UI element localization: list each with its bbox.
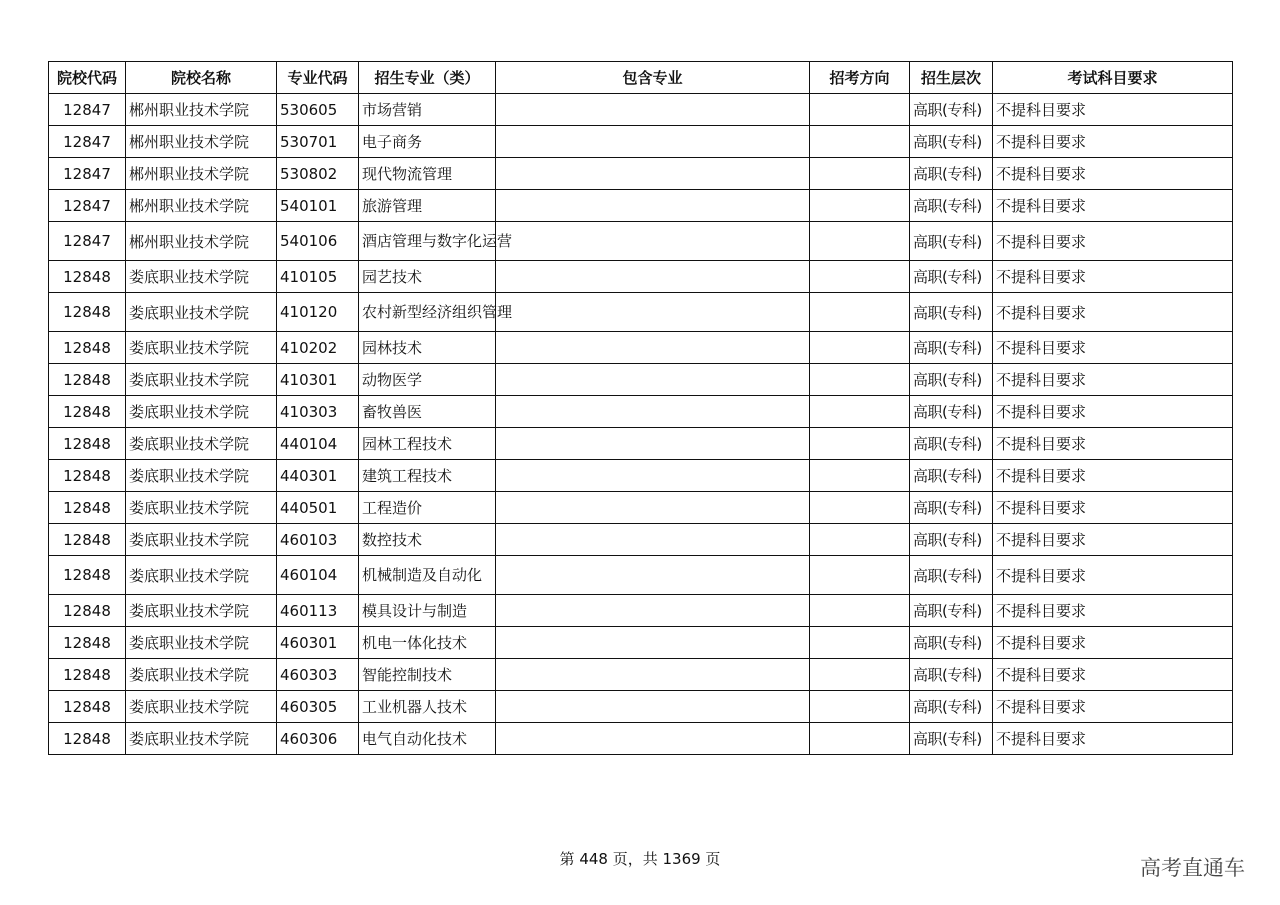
- major-code-cell: 530802: [277, 158, 359, 190]
- school-name-cell: 娄底职业技术学院: [126, 396, 277, 428]
- direction-cell: [810, 396, 910, 428]
- school-name-cell: 娄底职业技术学院: [126, 428, 277, 460]
- direction-cell: [810, 293, 910, 332]
- direction-cell: [810, 126, 910, 158]
- school-name-cell: 郴州职业技术学院: [126, 158, 277, 190]
- major-code-cell: 410202: [277, 332, 359, 364]
- direction-cell: [810, 428, 910, 460]
- requirement-cell: 不提科目要求: [993, 460, 1233, 492]
- school-name-cell: 娄底职业技术学院: [126, 627, 277, 659]
- major-cell: 电气自动化技术: [359, 723, 496, 755]
- table-row: [49, 158, 1233, 190]
- level-cell: 高职(专科): [910, 222, 993, 261]
- table-row: [49, 222, 1233, 261]
- requirement-cell: 不提科目要求: [993, 293, 1233, 332]
- major-code-cell: 460301: [277, 627, 359, 659]
- major-cell: 园林技术: [359, 332, 496, 364]
- table-row: [49, 492, 1233, 524]
- direction-cell: [810, 492, 910, 524]
- direction-cell: [810, 691, 910, 723]
- level-cell: 高职(专科): [910, 492, 993, 524]
- school-name-cell: 娄底职业技术学院: [126, 460, 277, 492]
- table-row: [49, 524, 1233, 556]
- table-row: [49, 94, 1233, 126]
- page-number: 第 448 页，共 1369 页: [559, 850, 721, 868]
- requirement-cell: 不提科目要求: [993, 524, 1233, 556]
- direction-cell: [810, 556, 910, 595]
- major-cell: 动物医学: [359, 364, 496, 396]
- includes-cell: [496, 428, 810, 460]
- school-name-cell: 娄底职业技术学院: [126, 595, 277, 627]
- major-code-cell: 460113: [277, 595, 359, 627]
- requirement-cell: 不提科目要求: [993, 492, 1233, 524]
- header-major-code: 专业代码: [277, 62, 359, 94]
- direction-cell: [810, 158, 910, 190]
- school-name-cell: 娄底职业技术学院: [126, 659, 277, 691]
- level-cell: 高职(专科): [910, 94, 993, 126]
- includes-cell: [496, 460, 810, 492]
- requirement-cell: 不提科目要求: [993, 332, 1233, 364]
- major-cell: 建筑工程技术: [359, 460, 496, 492]
- requirement-cell: 不提科目要求: [993, 659, 1233, 691]
- major-cell: 畜牧兽医: [359, 396, 496, 428]
- school-code-cell: 12848: [49, 261, 126, 293]
- school-code-cell: 12847: [49, 158, 126, 190]
- school-code-cell: 12847: [49, 126, 126, 158]
- direction-cell: [810, 460, 910, 492]
- header-includes: 包含专业: [496, 62, 810, 94]
- major-code-cell: 460303: [277, 659, 359, 691]
- school-code-cell: 12848: [49, 364, 126, 396]
- includes-cell: [496, 492, 810, 524]
- school-name-cell: 郴州职业技术学院: [126, 190, 277, 222]
- level-cell: 高职(专科): [910, 428, 993, 460]
- major-code-cell: 440501: [277, 492, 359, 524]
- school-name-cell: 娄底职业技术学院: [126, 293, 277, 332]
- major-code-cell: 540106: [277, 222, 359, 261]
- major-code-cell: 440104: [277, 428, 359, 460]
- school-code-cell: 12848: [49, 556, 126, 595]
- requirement-cell: 不提科目要求: [993, 396, 1233, 428]
- major-cell: 农村新型经济组织管理: [359, 293, 496, 332]
- major-cell: 智能控制技术: [359, 659, 496, 691]
- table-header-row: [49, 62, 1233, 94]
- school-code-cell: 12847: [49, 94, 126, 126]
- direction-cell: [810, 222, 910, 261]
- school-name-cell: 娄底职业技术学院: [126, 332, 277, 364]
- table-row: [49, 659, 1233, 691]
- major-code-cell: 410105: [277, 261, 359, 293]
- school-name-cell: 娄底职业技术学院: [126, 492, 277, 524]
- school-name-cell: 郴州职业技术学院: [126, 126, 277, 158]
- includes-cell: [496, 595, 810, 627]
- level-cell: 高职(专科): [910, 190, 993, 222]
- major-cell: 工程造价: [359, 492, 496, 524]
- direction-cell: [810, 94, 910, 126]
- major-code-cell: 460305: [277, 691, 359, 723]
- major-code-cell: 460104: [277, 556, 359, 595]
- table-row: [49, 396, 1233, 428]
- requirement-cell: 不提科目要求: [993, 627, 1233, 659]
- major-code-cell: 530605: [277, 94, 359, 126]
- level-cell: 高职(专科): [910, 293, 993, 332]
- direction-cell: [810, 364, 910, 396]
- table-row: [49, 332, 1233, 364]
- major-cell: 园艺技术: [359, 261, 496, 293]
- school-name-cell: 娄底职业技术学院: [126, 723, 277, 755]
- school-code-cell: 12848: [49, 460, 126, 492]
- direction-cell: [810, 261, 910, 293]
- requirement-cell: 不提科目要求: [993, 126, 1233, 158]
- school-code-cell: 12848: [49, 293, 126, 332]
- school-code-cell: 12848: [49, 492, 126, 524]
- school-code-cell: 12848: [49, 659, 126, 691]
- school-name-cell: 娄底职业技术学院: [126, 261, 277, 293]
- includes-cell: [496, 293, 810, 332]
- school-code-cell: 12848: [49, 595, 126, 627]
- major-code-cell: 410303: [277, 396, 359, 428]
- requirement-cell: 不提科目要求: [993, 723, 1233, 755]
- school-code-cell: 12847: [49, 222, 126, 261]
- major-code-cell: 440301: [277, 460, 359, 492]
- header-direction: 招考方向: [810, 62, 910, 94]
- requirement-cell: 不提科目要求: [993, 691, 1233, 723]
- major-code-cell: 530701: [277, 126, 359, 158]
- direction-cell: [810, 332, 910, 364]
- direction-cell: [810, 190, 910, 222]
- requirement-cell: 不提科目要求: [993, 428, 1233, 460]
- includes-cell: [496, 723, 810, 755]
- requirement-cell: 不提科目要求: [993, 190, 1233, 222]
- table-row: [49, 293, 1233, 332]
- school-code-cell: 12848: [49, 332, 126, 364]
- header-requirement: 考试科目要求: [993, 62, 1233, 94]
- major-code-cell: 410120: [277, 293, 359, 332]
- includes-cell: [496, 627, 810, 659]
- includes-cell: [496, 524, 810, 556]
- includes-cell: [496, 556, 810, 595]
- direction-cell: [810, 659, 910, 691]
- major-cell: 工业机器人技术: [359, 691, 496, 723]
- level-cell: 高职(专科): [910, 691, 993, 723]
- requirement-cell: 不提科目要求: [993, 556, 1233, 595]
- includes-cell: [496, 222, 810, 261]
- level-cell: 高职(专科): [910, 723, 993, 755]
- level-cell: 高职(专科): [910, 460, 993, 492]
- includes-cell: [496, 190, 810, 222]
- requirement-cell: 不提科目要求: [993, 261, 1233, 293]
- level-cell: 高职(专科): [910, 595, 993, 627]
- major-code-cell: 540101: [277, 190, 359, 222]
- includes-cell: [496, 659, 810, 691]
- table-row: [49, 428, 1233, 460]
- major-code-cell: 410301: [277, 364, 359, 396]
- table-row: [49, 364, 1233, 396]
- school-code-cell: 12848: [49, 723, 126, 755]
- requirement-cell: 不提科目要求: [993, 222, 1233, 261]
- requirement-cell: 不提科目要求: [993, 595, 1233, 627]
- school-name-cell: 郴州职业技术学院: [126, 222, 277, 261]
- table-body: [49, 94, 1233, 755]
- school-name-cell: 郴州职业技术学院: [126, 94, 277, 126]
- watermark-logo-text: 高考直通车: [1140, 856, 1245, 880]
- school-name-cell: 娄底职业技术学院: [126, 364, 277, 396]
- admissions-table: [48, 61, 1233, 755]
- table-row: [49, 595, 1233, 627]
- level-cell: 高职(专科): [910, 364, 993, 396]
- major-cell: 机电一体化技术: [359, 627, 496, 659]
- level-cell: 高职(专科): [910, 396, 993, 428]
- level-cell: 高职(专科): [910, 261, 993, 293]
- major-cell: 机械制造及自动化: [359, 556, 496, 595]
- level-cell: 高职(专科): [910, 126, 993, 158]
- header-level: 招生层次: [910, 62, 993, 94]
- level-cell: 高职(专科): [910, 524, 993, 556]
- major-cell: 数控技术: [359, 524, 496, 556]
- direction-cell: [810, 723, 910, 755]
- header-school-name: 院校名称: [126, 62, 277, 94]
- includes-cell: [496, 158, 810, 190]
- school-code-cell: 12848: [49, 428, 126, 460]
- table-row: [49, 190, 1233, 222]
- level-cell: 高职(专科): [910, 556, 993, 595]
- direction-cell: [810, 595, 910, 627]
- table-row: [49, 261, 1233, 293]
- major-code-cell: 460306: [277, 723, 359, 755]
- direction-cell: [810, 524, 910, 556]
- major-cell: 市场营销: [359, 94, 496, 126]
- table-row: [49, 556, 1233, 595]
- level-cell: 高职(专科): [910, 627, 993, 659]
- major-cell: 现代物流管理: [359, 158, 496, 190]
- major-code-cell: 460103: [277, 524, 359, 556]
- major-cell: 园林工程技术: [359, 428, 496, 460]
- school-name-cell: 娄底职业技术学院: [126, 556, 277, 595]
- table-row: [49, 126, 1233, 158]
- includes-cell: [496, 261, 810, 293]
- school-code-cell: 12847: [49, 190, 126, 222]
- includes-cell: [496, 691, 810, 723]
- major-cell: 酒店管理与数字化运营: [359, 222, 496, 261]
- includes-cell: [496, 126, 810, 158]
- includes-cell: [496, 364, 810, 396]
- requirement-cell: 不提科目要求: [993, 364, 1233, 396]
- header-major: 招生专业（类）: [359, 62, 496, 94]
- direction-cell: [810, 627, 910, 659]
- includes-cell: [496, 396, 810, 428]
- requirement-cell: 不提科目要求: [993, 94, 1233, 126]
- level-cell: 高职(专科): [910, 659, 993, 691]
- level-cell: 高职(专科): [910, 332, 993, 364]
- table-row: [49, 723, 1233, 755]
- school-code-cell: 12848: [49, 627, 126, 659]
- major-cell: 电子商务: [359, 126, 496, 158]
- includes-cell: [496, 94, 810, 126]
- school-name-cell: 娄底职业技术学院: [126, 691, 277, 723]
- requirement-cell: 不提科目要求: [993, 158, 1233, 190]
- header-school-code: 院校代码: [49, 62, 126, 94]
- school-code-cell: 12848: [49, 524, 126, 556]
- school-code-cell: 12848: [49, 396, 126, 428]
- major-cell: 模具设计与制造: [359, 595, 496, 627]
- includes-cell: [496, 332, 810, 364]
- school-name-cell: 娄底职业技术学院: [126, 524, 277, 556]
- major-cell: 旅游管理: [359, 190, 496, 222]
- school-code-cell: 12848: [49, 691, 126, 723]
- level-cell: 高职(专科): [910, 158, 993, 190]
- table-row: [49, 460, 1233, 492]
- table-row: [49, 627, 1233, 659]
- table-row: [49, 691, 1233, 723]
